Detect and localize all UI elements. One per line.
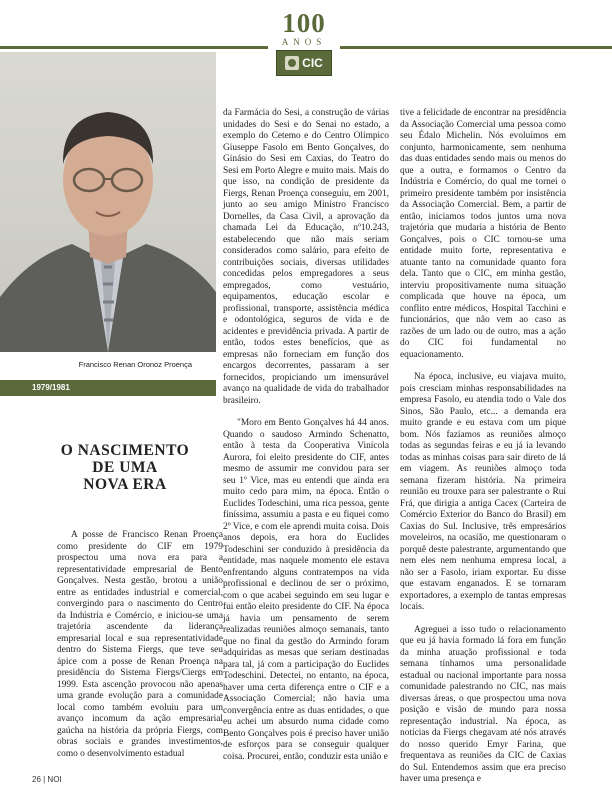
- page-footer: 26 | NOI: [32, 775, 62, 784]
- body-paragraph: Na época, inclusive, eu viajava muito, pois cresciam minhas responsabilidades na empresa Fasolo, eu atendia todo o Vale dos Sinos, São Paulo, etc... a demanda era muito grande e eu estava com um pique bom. Nós fazíamos as reuniões almoço todas as segundas feiras e eu já ia levando todas as minhas coisas para sair direto de lá em viagem. As reuniões almoço toda semana fizeram história. Na primeira reunião eu trouxe para ser palestrante o Rui Frá, que dirigia a antiga Cacex (Carteira de Comércio Exterior do Banco do Brasil) em Caxias do Sul. Inclusive, três empresários moveleiros, na ocasião, me questionaram o porquê deste palestrante, argumentando que nem eles nem nenhuma empresa local, a não ser a Fasolo, iriam exportar. Eu disse que estavam enganados. E se tornaram exportadores, a exemplo de tantas empresas locais.: [400, 372, 566, 612]
- body-paragraph: Agreguei a isso tudo o relacionamento que eu já havia formado lá fora em função da minha atuação profissional e toda semana tínhamos uma personalidade estadual ou nacional importante para nossa comunidade palestrando no CIC, nas mais diversas áreas, o que prospectou uma nova posição e visão de mundo para nossa representação industrial. Na época, as notícias da Fiergs chegavam até nós através do nosso querido Emyr Farina, que frequentava as reuniões da CIC de Caxias do Sul. Entendemos assim que era preciso haver uma presença e: [400, 624, 566, 784]
- portrait-illustration: [0, 52, 216, 352]
- body-paragraph: A posse de Francisco Renan Proença como presidente do CIF em 1979 prospectou uma nova era para a representatividade empresarial de Bento Gonçalves. Nesta gestão, brotou a união entre as entidades industrial e comercial, convergindo para o nascimento do Centro da Indústria e Comércio, e iniciou-se uma trajetória ascendente da liderança empresarial local e sua representatividade dentro do Sistema Fiergs, que teve seu ápice com a posse de Renan Proença na presidência do Sistema Fiergs/Ciergs em 1999. Esta ascenção provocou não apenas uma grande evolução para a comunidade local como também evoluiu para um avanço incomum da ação empresarial gaúcha na história da própria Fiergs, com obras sociais e grandes investimentos, como o desenvolvimento estadual: [57, 530, 223, 759]
- cic-mark-icon: [285, 56, 299, 70]
- logo-brand: CIC: [302, 56, 323, 70]
- article-column-1: [57, 530, 223, 771]
- anniversary-logo: [268, 10, 340, 76]
- photo-caption-area: [0, 352, 216, 378]
- logo-word: ANOS: [281, 37, 327, 47]
- article-column-2: [223, 108, 389, 774]
- article-column-3: [400, 108, 566, 797]
- body-paragraph: "Moro em Bento Gonçalves há 44 anos. Quando o saudoso Armindo Schenatto, então à testa da Cooperativa Vinícola Aurora, foi eleito presidente do CIF, antes mesmo de assumir me convidou para ser seu 1º Vice, mas eu entendi que ainda era muito cedo para mim, na época. Então o Euclides Todeschini, uma rica pessoa, gente finíssima, assumiu a pasta e eu fiquei como 2º Vice, e com ele aprendi muita coisa. Dois anos depois, era hora do Euclides Todeschini ser conduzido à presidência da entidade, mas naquele momento ele estava enfrentando alguns contratempos na vida profissional e declinou de ser o próximo, com o que acabei seguindo em seu lugar e fui então eleito presidente do CIF. Na época já havia um pensamento de serem realizadas reuniões almoço semanais, tanto que no final da gestão do Armindo foram adquiridas as mesas que seriam destinadas para tal, já com a participação do Euclides Todeschini. Detectei, no entanto, na época, haver uma certa diferença entre o CIF e a Associação Comercial; não havia uma convergência entre as duas entidades, o que eu achei um absurdo numa cidade como Bento Gonçalves pois é preciso haver união de esforços para se conseguir qualquer coisa. Procurei, então, conduzir esta união e: [223, 418, 389, 762]
- article-headline: [30, 442, 220, 493]
- logo-number: 100: [282, 8, 326, 38]
- body-paragraph: tive a felicidade de encontrar na presidência da Associação Comercial uma pessoa como seu Édalo Michelin. Nós evoluímos em conjunto, harmonicamente, sem nenhuma das duas entidades sendo mais ou menos do que a outra, e formamos o Centro da Indústria e Comércio, do qual me tornei o primeiro presidente também por insistência da Associação Comercial. Bem, a partir de então, iniciamos todos juntos uma nova trajetória que mudaria a história de Bento Gonçalves, pois o CIC tornou-se uma entidade muito forte, representativa e atuante tanto na comunidade quanto fora dela. Tanto que o CIC, em minha gestão, interviu propositivamente numa situação complicada que houve na época, um conflito entre médicos, Hospital Tacchini e funcionários, que não vem ao caso as razões de um lado ou de outro, mas a ação do CIC foi fundamental no equacionamento.: [400, 108, 566, 360]
- portrait-photo: [0, 52, 216, 352]
- period-bar: [0, 380, 216, 396]
- headline-line-3: NOVA ERA: [83, 476, 167, 493]
- top-rule-left: [0, 46, 268, 49]
- cic-badge: [276, 50, 332, 76]
- top-rule-right: [340, 46, 612, 49]
- body-paragraph: da Farmácia do Sesi, a construção de várias unidades do Sesi e do Senai no estado, a exemplo do Cetemo e do Centro Olímpico Giuseppe Fasolo em Bento Gonçalves, do Ginásio do Sesi em Caxias, do Teatro do Sesi em Porto Alegre e muito mais. Mais do que isso, na condição de presidente da Fiergs, Renan Proença conseguiu, em 2001, junto ao seu amigo Ministro Francisco Dornelles, da Casa Civil, a aprovação da chamada Lei da Educação, nº10.243, estabelecendo que não mais seriam considerados como salário, para efeito de contribuições sociais, diversas utilidades concedidas pelos empregadores a seus empregados, como vestuário, equipamentos, educação escolar e profissional, transporte, assistência médica e odontológica, seguros de vida e de acidentes e previdência privada. A partir de então, todos estes benefícios, que as empresas não forneciam em função dos encargos decorrentes, passaram a ser fornecidos, propiciando um imensurável avanço na qualidade de vida do trabalhador brasileiro.: [223, 108, 389, 406]
- headline-line-2: DE UMA: [92, 459, 158, 476]
- photo-caption: Francisco Renan Oronoz Proença: [78, 360, 192, 369]
- period-label: 1979/1981: [32, 383, 70, 392]
- headline-line-1: O NASCIMENTO: [60, 442, 190, 459]
